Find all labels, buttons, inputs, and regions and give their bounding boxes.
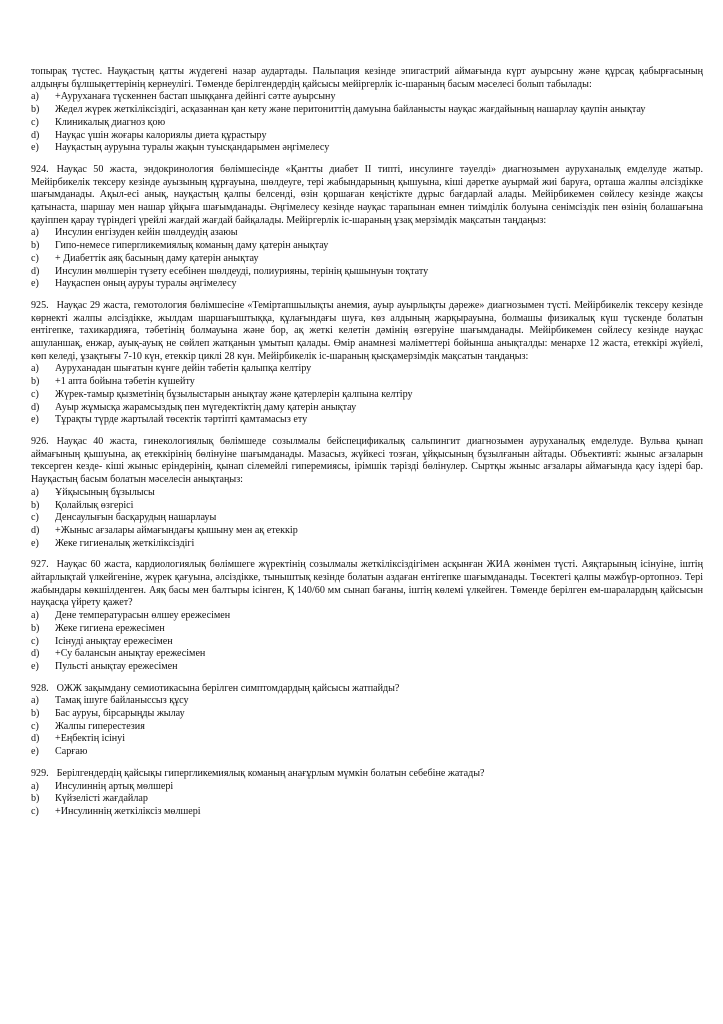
question-text [31,300,703,364]
option-text: Ісінуді анықтау ережесімен [55,635,173,647]
option-text: +Су балансын анықтау ережесімен [55,648,206,660]
option-text: Пульсті анықтау ережесімен [55,660,178,672]
question-text [31,559,703,610]
option-text: Дене температурасын өлшеу ережесімен [55,610,231,622]
question-body: Науқас 40 жаста, гинекологиялық бөлімшеде созылмалы бейспецификалық сальпингит диагнозымен ауруханалық емделуде. Вульва қынап аймағының қышуына, ақ етеккірінің бөлінуіне шағымданады. Мазасыз, жүйкесі тозған, ұйқысының бұзылғанын айтады. Объективті: жыныс ағзаларын тексерген кезде- кіші жыныс еріндерінің, қынап сілемейлі гиперемиясы, ірімшік тәрізді бөлінулер. Сыртқы жыныс ағзалары аймағында қасу іздері бар. Науқастың басым болатын мәселесін анықтаңыз: [31,435,703,486]
answer-option [31,695,703,708]
answer-option [31,512,703,525]
option-label: c) [31,805,39,817]
answer-option [31,130,703,143]
question-body: ОЖЖ зақымдану семиотикасына берілген симптомдардың қайсысы жатпайды? [56,682,400,694]
answer-option [31,402,703,415]
question-number: 926. [31,435,49,447]
answer-option [31,104,703,117]
question-number: 924. [31,163,49,175]
option-label: b) [31,499,40,511]
answer-option [31,636,703,649]
question-number: 927. [31,559,49,571]
question-block [31,300,703,427]
question-body: Науқас 29 жаста, гемотология бөлімшесіне «Теміртапшылықты анемия, ауыр ауырлықты дәреже» диагнозымен түсті. Мейірбикелік тексеру кезінде көрнекті жалпы әлсіздікке, жылдам шаршағыштыққа, құлағындағы шуға, көз алдының жарқырауына, болмашы физикалық күш түскенде болатын ентігепке, тахикардияға, тәбетінің болмауына және бор, ақ жеткі келетін дәмінің өзгеруіне шағымданады. Мейірбикемен сөйлесу кезінде науқас ашуланшақ, енжар, ауық-ауық не сөйлеп жатқанын ұмытып қалады. Өмір анамнезі мәліметтері бойынша анықталды: менархе 12 жаста, етеккірі жүйелі, көп келеді, ұзақтығы 7-10 күн, етеккір циклі 28 күн. Мейірбикелік іс-шараның қысқамерзімдік мақсатын таңдаңыз: [31,299,703,362]
option-text: Жедел жүрек жеткіліксіздігі, асқазаннан қан кету және перитониттің дамуына байланысты науқас жағдайының нашарлау қаупін анықтау [55,104,646,116]
question-body: Берілгендердің қайсықы гипергликемиялық команың анағұрлым мүмкін болатын себебіне жатады? [56,767,485,779]
option-text: Ауруханадан шығатын күнге дейін тәбетін қалыпқа келтіру [55,363,312,375]
option-label: e) [31,142,39,154]
answer-option [31,623,703,636]
option-label: e) [31,660,39,672]
option-text: Бас ауруы, бірсарыңды жылау [55,708,185,720]
option-text: Тамақ ішуге байланыссыз құсу [55,695,189,707]
option-label: b) [31,376,40,388]
option-text: Инсулиннің артық мөлшері [55,780,174,792]
option-label: d) [31,648,40,660]
question-list [31,164,703,819]
option-label: c) [31,252,39,264]
question-number: 928. [31,682,49,694]
option-text: Жеке гигиеналық жеткіліксіздігі [55,537,195,549]
answer-option [31,500,703,513]
answer-option [31,806,703,819]
answer-option [31,721,703,734]
answer-option [31,781,703,794]
option-label: d) [31,129,40,141]
answer-option [31,610,703,623]
option-label: c) [31,512,39,524]
question-text [31,768,703,781]
option-text: + Диабеттік аяқ басының даму қатерін анықтау [55,252,259,264]
option-label: b) [31,622,40,634]
answer-option [31,746,703,759]
answer-option [31,733,703,746]
option-text: Жеке гигиена ережесімен [55,622,165,634]
option-text: +Инсулиннің жеткіліксіз мөлшері [55,805,201,817]
question-block [31,768,703,819]
option-text: Науқас үшін жоғары калориялы диета құрастыру [55,129,267,141]
option-text: Науқаспен оның ауруы туралы әңгімелесу [55,278,237,290]
option-label: b) [31,793,40,805]
option-text: Тұрақты түрде жартылай төсектік тәртіпті қамтамасыз ету [55,414,308,426]
option-text: Инсулин мөлшерін түзету есебінен шөлдеуді, полиурияны, терінің қышынуын тоқтату [55,265,429,277]
question-text [31,436,703,487]
option-label: а) [31,780,39,792]
answer-option [31,363,703,376]
option-text: Инсулин енгізуден кейін шөлдеудің азаюы [55,227,238,239]
answer-option [31,117,703,130]
answer-option [31,278,703,291]
question-block [31,164,703,291]
option-label: а) [31,610,39,622]
option-label: а) [31,695,39,707]
answer-option [31,487,703,500]
answer-option [31,793,703,806]
answer-option [31,142,703,155]
answer-option [31,91,703,104]
option-text: +Ауруханаға түскеннен бастап шыққанға дейінгі сәтте ауырсыну [55,91,336,103]
option-text: +Еңбектің ісінуі [55,733,125,745]
answer-option [31,538,703,551]
option-label: d) [31,733,40,745]
option-label: а) [31,227,39,239]
option-label: b) [31,240,40,252]
option-text: Ұйқысының бұзылысы [55,486,155,498]
option-text: +Жыныс ағзалары аймағындағы қышыну мен ақ етеккір [55,524,298,536]
option-label: e) [31,746,39,758]
option-label: а) [31,363,39,375]
option-label: d) [31,401,40,413]
option-label: e) [31,278,39,290]
question-block [31,683,703,759]
intro-block [31,66,703,155]
answer-option [31,389,703,402]
document-page [31,66,703,819]
option-label: b) [31,708,40,720]
option-text: Сарғаю [55,746,88,758]
answer-option [31,708,703,721]
option-label: c) [31,116,39,128]
option-label: d) [31,265,40,277]
answer-option [31,661,703,674]
answer-option [31,253,703,266]
answer-option [31,227,703,240]
answer-option [31,414,703,427]
option-label: c) [31,388,39,400]
question-number: 925. [31,299,49,311]
answer-option [31,266,703,279]
answer-option [31,648,703,661]
intro-text: топырақ түстес. Науқастың қатты жүдегені назар аудартады. Пальпация кезінде эпигастрий аймағында күрт ауырсыну және құрсақ қабырғасының алдыңғы бұлшықеттерінің кернеулігі. Төменде берілгендердің қайсысы мейіргерлік іс-шараның басым мәселесі болып табылады: [31,66,703,90]
option-text: Ауыр жұмысқа жарамсыздық пен мүгедектіктің даму қатерін анықтау [55,401,357,413]
option-text: Жүрек-тамыр қызметінің бұзылыстарын анықтау және қатерлерін қалпына келтіру [55,388,413,400]
option-text: Күйзелісті жағдайлар [55,793,148,805]
option-label: e) [31,537,39,549]
option-text: Гипо-немесе гипергликемиялық команың даму қатерін анықтау [55,240,329,252]
option-label: а) [31,91,39,103]
question-block [31,559,703,673]
option-text: Науқастың ауруына туралы жақын туысқандарымен әңгімелесу [55,142,330,154]
option-label: e) [31,414,39,426]
question-text [31,683,703,696]
option-label: c) [31,720,39,732]
answer-option [31,240,703,253]
option-label: а) [31,486,39,498]
option-label: b) [31,104,40,116]
option-text: +1 апта бойына тәбетін күшейту [55,376,195,388]
question-text [31,164,703,228]
intro-options [31,91,703,155]
option-label: d) [31,524,40,536]
option-label: c) [31,635,39,647]
question-block [31,436,703,550]
question-number: 929. [31,767,49,779]
question-body: Науқас 50 жаста, эндокринология бөлімшесінде «Қантты диабет ІІ типті, инсулинге тәуелді» диагнозымен ауруханалық емделуде жатыр. Мейірбикелік тексеру кезінде ауызының құрғауына, шөлдеуге, тері жабындарының қышуына, кіші дәретке ауырмай жиі баруға, орташа жалпы әлсіздікке шағымданады. Ақыл-есі анық, науқастың қалпы белсенді, өзін қоршаған кеңістікте дұрыс бағдарлай алады. Мейірбикемен сөйлесу кезінде жақсы қатынаста, шаршау мен нашар ұйқыға шағымданады. Әңгімелесу кезінде науқас тарапынан емнен тиімділік болуына сенімсіздік пен өзінің болашағына қауіппен қарау түріндегі үрейлі жағдай жағдай байқалады. Мейіргерлік іс-шараның ұзақ мерзімдік мақсатын таңдаңыз: [31,163,703,226]
answer-option [31,376,703,389]
question-body: Науқас 60 жаста, кардиологиялық бөлімшеге жүректінің созылмалы жеткіліксіздігімен асқынған ЖИА жөнімен түсті. Аяқтарының ісінуіне, іштің айтарлықтай үлкейгеніне, жүрек қағуына, әлсіздікке, тыныштық кезінде болатын аздаған ентігепке шағымданады. Төсектегі қалпы мәжбүр-ортопноэ. Тері жабындары көкшілденген. Аяқ басы мен балтыры ісінген, Қ 140/60 мм сынап бағаны, іштің көлемі үлкейген. Төменде берілген ем-шаралардың қайсысын науқасқа үйрету қажет? [31,559,703,609]
option-text: Денсаулығын басқарудың нашарлауы [55,512,217,524]
option-text: Клиникалық диагноз қою [55,116,166,128]
option-text: Қолайлық өзгерісі [55,499,134,511]
answer-option [31,525,703,538]
option-text: Жалпы гиперестезия [55,720,145,732]
